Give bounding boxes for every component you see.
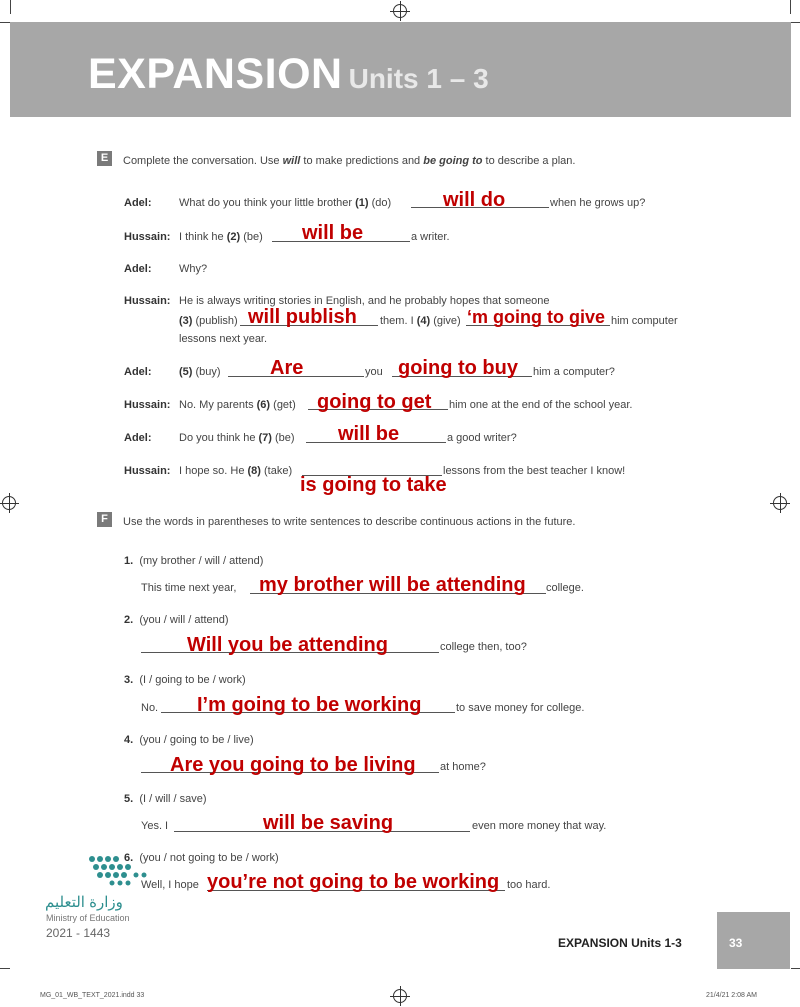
- title-main: EXPANSION: [88, 50, 343, 98]
- speaker-label: Hussain:: [124, 231, 171, 243]
- dialogue-text: [179, 197, 391, 209]
- ministry-name-arabic: وزارة التعليم: [45, 894, 123, 911]
- answer-f1: my brother will be attending: [259, 574, 526, 596]
- item-pre-text: Well, I hope: [141, 879, 199, 891]
- registration-mark-icon: [773, 496, 787, 510]
- verb-hint: (do): [368, 197, 392, 209]
- text: them. I: [380, 315, 417, 327]
- speaker-label: Hussain:: [124, 465, 171, 477]
- verb-hint: (buy): [192, 366, 221, 378]
- item-prompt: [124, 793, 207, 805]
- dialogue-text: him a computer?: [533, 366, 615, 378]
- answer-8: is going to take: [300, 474, 447, 496]
- text: What do you think your little brother: [179, 197, 356, 209]
- item-prompt: [124, 555, 263, 567]
- verb-hint: (give): [430, 315, 461, 327]
- verb-hint: (publish): [192, 315, 238, 327]
- answer-2: will be: [302, 222, 364, 244]
- dialogue-text: [179, 315, 238, 327]
- item-number: 2.: [124, 614, 134, 626]
- dialogue-text: [179, 432, 295, 444]
- item-post-text: college then, too?: [440, 641, 527, 653]
- text: Do you think he: [179, 432, 259, 444]
- instr-text: to make predictions and: [300, 155, 424, 167]
- crop-mark: [790, 0, 791, 14]
- blank-number: (5): [179, 366, 193, 378]
- speaker-label: Adel:: [124, 432, 152, 444]
- page-number-tab: [717, 912, 790, 969]
- answer-4: ‘m going to give: [467, 307, 605, 327]
- dialogue-text: when he grows up?: [550, 197, 646, 209]
- footer-unit-label: EXPANSION Units 1-3: [558, 936, 682, 950]
- item-number: 6.: [124, 852, 134, 864]
- blank-number: (8): [247, 465, 261, 477]
- item-words: (my brother / will / attend): [139, 555, 264, 567]
- print-slug-date: 21/4/21 2:08 AM: [706, 992, 757, 999]
- blank-number: (3): [179, 315, 193, 327]
- item-prompt: [124, 674, 246, 686]
- registration-mark-icon: [393, 989, 407, 1003]
- dialogue-text: Why?: [179, 263, 208, 275]
- instr-will: will: [282, 155, 301, 167]
- ministry-name-english: Ministry of Education: [46, 913, 130, 923]
- answer-f4: Are you going to be living: [170, 754, 416, 776]
- title-units: Units 1 – 3: [348, 63, 489, 94]
- item-words: (you / not going to be / work): [139, 852, 279, 864]
- section-e-badge: E: [97, 151, 112, 166]
- dialogue-text: [380, 315, 461, 327]
- item-number: 5.: [124, 793, 134, 805]
- item-words: (I / will / save): [139, 793, 207, 805]
- registration-mark-icon: [393, 4, 407, 18]
- section-e-instructions: [123, 155, 575, 167]
- item-post-text: at home?: [440, 761, 486, 773]
- crop-mark: [0, 968, 10, 969]
- item-prompt: [124, 614, 229, 626]
- answer-f3: I’m going to be working: [197, 694, 422, 716]
- item-number: 1.: [124, 555, 134, 567]
- text: I think he: [179, 231, 227, 243]
- crop-mark: [791, 968, 800, 969]
- verb-hint: (take): [260, 465, 293, 477]
- item-post-text: college.: [546, 582, 584, 594]
- ministry-logo-icon: [84, 853, 154, 891]
- answer-f6: you’re not going to be working: [207, 871, 500, 893]
- dialogue-text: him computer: [611, 315, 678, 327]
- item-words: (you / will / attend): [139, 614, 229, 626]
- dialogue-text: you: [365, 366, 383, 378]
- registration-mark-icon: [2, 496, 16, 510]
- dialogue-text: [179, 366, 221, 378]
- verb-hint: (be): [240, 231, 263, 243]
- speaker-label: Hussain:: [124, 295, 171, 307]
- answer-f5: will be saving: [263, 812, 394, 834]
- answer-5b: going to buy: [398, 357, 518, 379]
- item-pre-text: Yes. I: [141, 820, 169, 832]
- blank-number: (2): [226, 231, 241, 243]
- dialogue-text: [179, 399, 296, 411]
- text: No. My parents: [179, 399, 257, 411]
- dialogue-text: lessons from the best teacher I know!: [443, 465, 626, 477]
- item-post-text: to save money for college.: [456, 702, 585, 714]
- dialogue-text: lessons next year.: [179, 333, 268, 345]
- section-f-instructions: Use the words in parentheses to write sentences to describe continuous actions in the future.: [123, 516, 576, 528]
- crop-mark: [10, 0, 11, 14]
- dialogue-text: a good writer?: [447, 432, 517, 444]
- item-number: 4.: [124, 734, 134, 746]
- answer-3: will publish: [248, 306, 357, 328]
- page-title: [88, 50, 489, 99]
- item-words: (I / going to be / work): [139, 674, 246, 686]
- item-number: 3.: [124, 674, 134, 686]
- text: I hope so. He: [179, 465, 248, 477]
- verb-hint: (get): [270, 399, 296, 411]
- ministry-year: 2021 - 1443: [46, 926, 111, 940]
- blank-number: (4): [416, 315, 431, 327]
- answer-f2: Will you be attending: [187, 634, 388, 656]
- verb-hint: (be): [271, 432, 295, 444]
- crop-mark: [0, 22, 10, 23]
- speaker-label: Adel:: [124, 366, 152, 378]
- speaker-label: Hussain:: [124, 399, 171, 411]
- instr-text: to describe a plan.: [482, 155, 576, 167]
- crop-mark: [791, 22, 800, 23]
- item-post-text: too hard.: [507, 879, 551, 891]
- blank-number: (1): [355, 197, 369, 209]
- dialogue-text: him one at the end of the school year.: [449, 399, 633, 411]
- dialogue-text: [179, 465, 292, 477]
- dialogue-text: He is always writing stories in English, and he probably hopes that someone: [179, 295, 550, 307]
- dialogue-text: [179, 231, 263, 243]
- blank-number: (6): [256, 399, 271, 411]
- answer-5a: Are: [270, 357, 304, 379]
- answer-1: will do: [443, 189, 506, 211]
- item-words: (you / going to be / live): [139, 734, 254, 746]
- section-f-badge: F: [97, 512, 112, 527]
- answer-7: will be: [338, 423, 400, 445]
- speaker-label: Adel:: [124, 263, 152, 275]
- dialogue-text: a writer.: [411, 231, 450, 243]
- answer-6: going to get: [317, 391, 432, 413]
- speaker-label: Adel:: [124, 197, 152, 209]
- item-post-text: even more money that way.: [472, 820, 607, 832]
- page-number: 33: [729, 936, 743, 950]
- instr-be-going-to: be going to: [423, 155, 483, 167]
- print-slug-file: MG_01_WB_TEXT_2021.indd 33: [40, 992, 145, 999]
- item-prompt: [124, 734, 254, 746]
- instr-text: Complete the conversation. Use: [123, 155, 283, 167]
- blank-number: (7): [258, 432, 272, 444]
- item-pre-text: No.: [141, 702, 159, 714]
- item-pre-text: This time next year,: [141, 582, 237, 594]
